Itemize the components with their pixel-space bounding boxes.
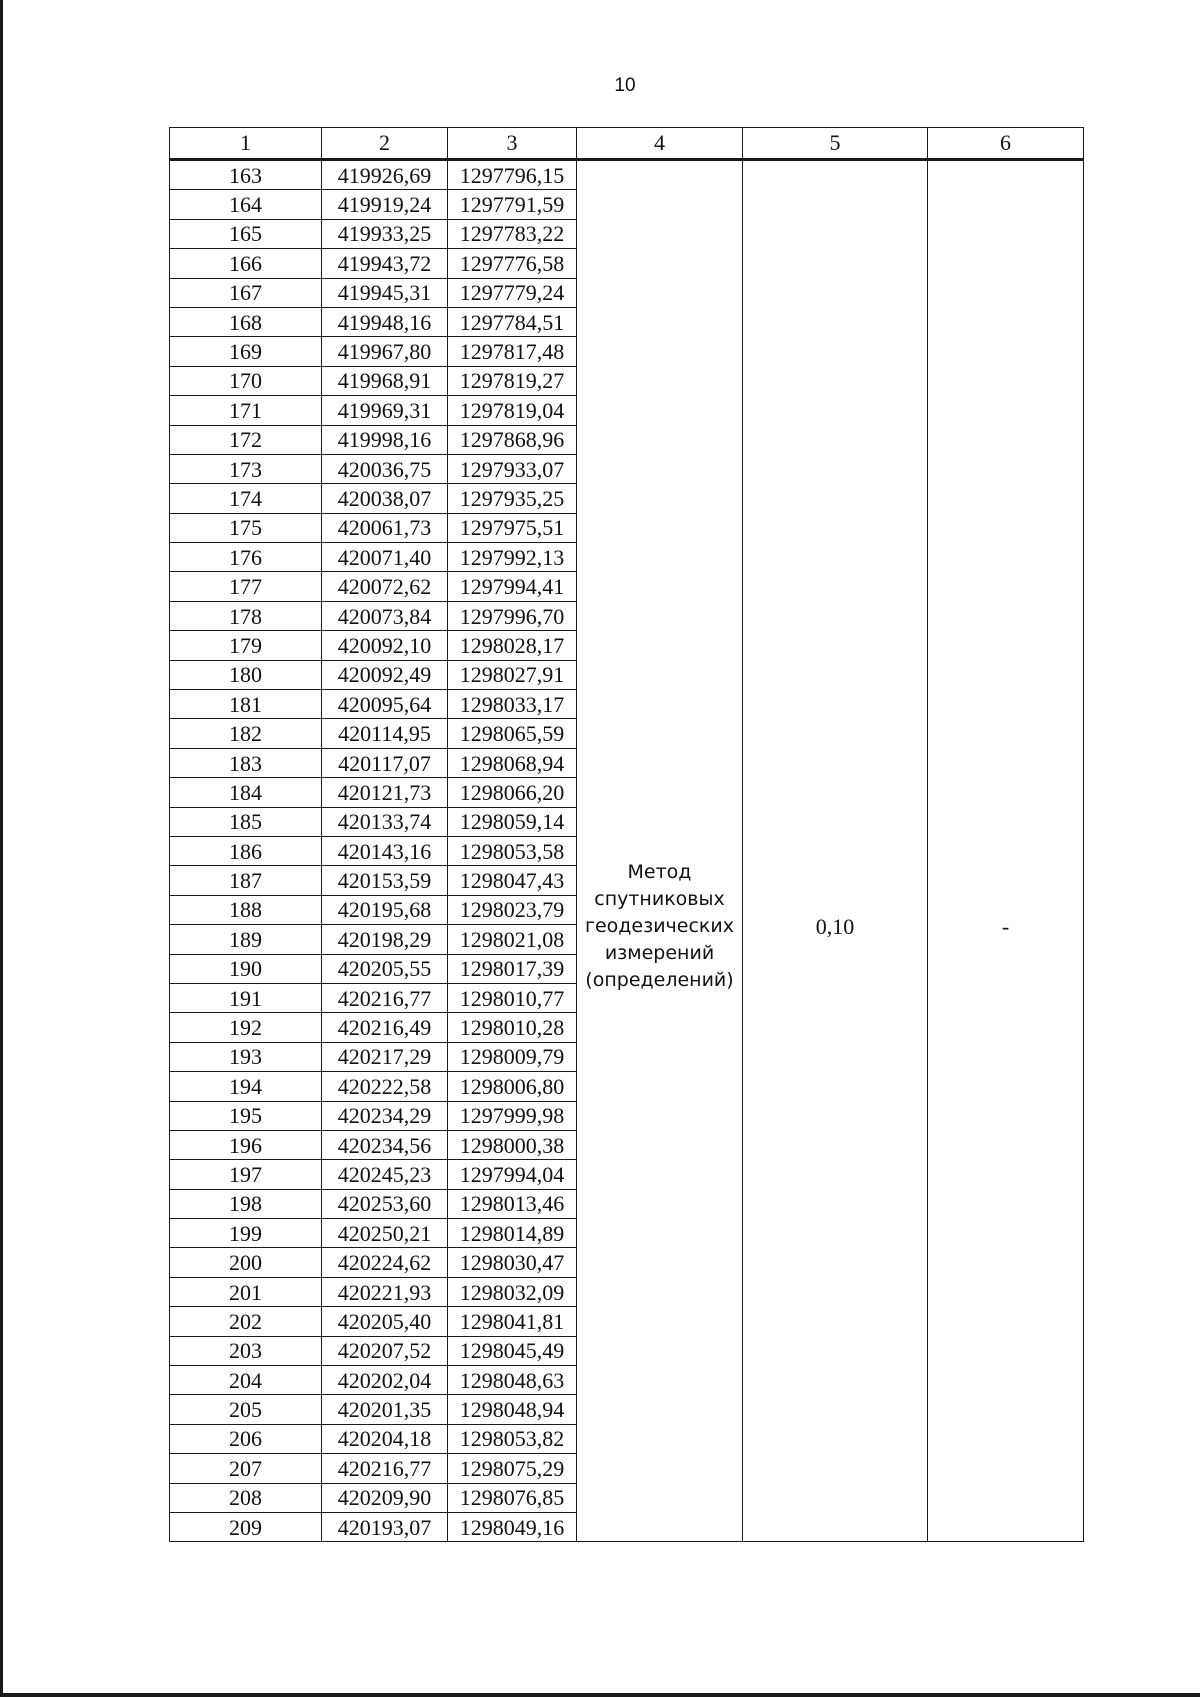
column-header-y-coordinate: 3	[448, 128, 577, 160]
x-coordinate-cell: 420222,58	[322, 1072, 448, 1101]
x-coordinate-cell: 420221,93	[322, 1277, 448, 1306]
point-number-cell: 202	[170, 1307, 322, 1336]
x-coordinate-cell: 420216,49	[322, 1013, 448, 1042]
x-coordinate-cell: 420198,29	[322, 925, 448, 954]
y-coordinate-cell: 1298045,49	[448, 1336, 577, 1365]
point-number-cell: 203	[170, 1336, 322, 1365]
y-coordinate-cell: 1298049,16	[448, 1512, 577, 1541]
x-coordinate-cell: 420250,21	[322, 1219, 448, 1248]
y-coordinate-cell: 1298053,58	[448, 836, 577, 865]
point-number-cell: 180	[170, 660, 322, 689]
header-row	[170, 128, 1084, 160]
point-number-cell: 172	[170, 425, 322, 454]
point-number-cell: 185	[170, 807, 322, 836]
x-coordinate-cell: 420193,07	[322, 1512, 448, 1541]
method-text: Метод спутниковых геодезических измерений (определений)	[584, 860, 734, 991]
point-number-cell: 205	[170, 1395, 322, 1424]
x-coordinate-cell: 420092,10	[322, 631, 448, 660]
scan-edge-left	[0, 0, 3, 1697]
x-coordinate-cell: 420204,18	[322, 1424, 448, 1453]
point-number-cell: 170	[170, 366, 322, 395]
note-cell	[928, 160, 1084, 1542]
table-row	[170, 160, 1084, 190]
point-number-cell: 174	[170, 484, 322, 513]
point-number-cell: 173	[170, 454, 322, 483]
point-number-cell: 164	[170, 190, 322, 219]
x-coordinate-cell: 419967,80	[322, 337, 448, 366]
x-coordinate-cell: 420072,62	[322, 572, 448, 601]
y-coordinate-cell: 1298075,29	[448, 1454, 577, 1483]
point-number-cell: 168	[170, 307, 322, 336]
y-coordinate-cell: 1298030,47	[448, 1248, 577, 1277]
x-coordinate-cell: 420117,07	[322, 748, 448, 777]
point-number-cell: 176	[170, 543, 322, 572]
y-coordinate-cell: 1297779,24	[448, 278, 577, 307]
x-coordinate-cell: 420202,04	[322, 1366, 448, 1395]
x-coordinate-cell: 420038,07	[322, 484, 448, 513]
x-coordinate-cell: 420224,62	[322, 1248, 448, 1277]
point-number-cell: 181	[170, 690, 322, 719]
y-coordinate-cell: 1297868,96	[448, 425, 577, 454]
point-number-cell: 179	[170, 631, 322, 660]
point-number-cell: 193	[170, 1042, 322, 1071]
point-number-cell: 208	[170, 1483, 322, 1512]
column-header-method: 4	[577, 128, 743, 160]
y-coordinate-cell: 1298017,39	[448, 954, 577, 983]
point-number-cell: 178	[170, 601, 322, 630]
point-number-cell: 198	[170, 1189, 322, 1218]
point-number-cell: 204	[170, 1366, 322, 1395]
y-coordinate-cell: 1298053,82	[448, 1424, 577, 1453]
x-coordinate-cell: 419919,24	[322, 190, 448, 219]
column-header-note: 6	[928, 128, 1084, 160]
point-number-cell: 188	[170, 895, 322, 924]
x-coordinate-cell: 420216,77	[322, 1454, 448, 1483]
accuracy-value: 0,10	[815, 913, 855, 939]
y-coordinate-cell: 1298021,08	[448, 925, 577, 954]
point-number-cell: 209	[170, 1512, 322, 1541]
y-coordinate-cell: 1298065,59	[448, 719, 577, 748]
x-coordinate-cell: 419998,16	[322, 425, 448, 454]
y-coordinate-cell: 1297996,70	[448, 601, 577, 630]
point-number-cell: 175	[170, 513, 322, 542]
x-coordinate-cell: 420073,84	[322, 601, 448, 630]
y-coordinate-cell: 1297975,51	[448, 513, 577, 542]
point-number-cell: 190	[170, 954, 322, 983]
x-coordinate-cell: 420209,90	[322, 1483, 448, 1512]
x-coordinate-cell: 419948,16	[322, 307, 448, 336]
column-header-accuracy: 5	[743, 128, 928, 160]
point-number-cell: 186	[170, 836, 322, 865]
x-coordinate-cell: 420036,75	[322, 454, 448, 483]
page-number: 10	[614, 75, 636, 96]
y-coordinate-cell: 1297783,22	[448, 219, 577, 248]
x-coordinate-cell: 420071,40	[322, 543, 448, 572]
point-number-cell: 183	[170, 748, 322, 777]
x-coordinate-cell: 420253,60	[322, 1189, 448, 1218]
x-coordinate-cell: 420153,59	[322, 866, 448, 895]
y-coordinate-cell: 1297994,41	[448, 572, 577, 601]
x-coordinate-cell: 419969,31	[322, 396, 448, 425]
y-coordinate-cell: 1297791,59	[448, 190, 577, 219]
point-number-cell: 199	[170, 1219, 322, 1248]
y-coordinate-cell: 1298010,77	[448, 983, 577, 1012]
point-number-cell: 191	[170, 983, 322, 1012]
point-number-cell: 165	[170, 219, 322, 248]
point-number-cell: 166	[170, 249, 322, 278]
y-coordinate-cell: 1298013,46	[448, 1189, 577, 1218]
y-coordinate-cell: 1298047,43	[448, 866, 577, 895]
x-coordinate-cell: 420195,68	[322, 895, 448, 924]
x-coordinate-cell: 420133,74	[322, 807, 448, 836]
point-number-cell: 184	[170, 778, 322, 807]
point-number-cell: 196	[170, 1130, 322, 1159]
y-coordinate-cell: 1297992,13	[448, 543, 577, 572]
column-header-point-number: 1	[170, 128, 322, 160]
point-number-cell: 187	[170, 866, 322, 895]
y-coordinate-cell: 1298010,28	[448, 1013, 577, 1042]
y-coordinate-cell: 1298023,79	[448, 895, 577, 924]
table-body	[170, 160, 1084, 1542]
coordinates-table	[169, 127, 1084, 1542]
y-coordinate-cell: 1298006,80	[448, 1072, 577, 1101]
method-cell	[577, 160, 743, 1542]
x-coordinate-cell: 420205,40	[322, 1307, 448, 1336]
y-coordinate-cell: 1298000,38	[448, 1130, 577, 1159]
y-coordinate-cell: 1297819,04	[448, 396, 577, 425]
y-coordinate-cell: 1298014,89	[448, 1219, 577, 1248]
point-number-cell: 163	[170, 160, 322, 190]
y-coordinate-cell: 1298066,20	[448, 778, 577, 807]
accuracy-cell	[743, 160, 928, 1542]
y-coordinate-cell: 1297817,48	[448, 337, 577, 366]
point-number-cell: 207	[170, 1454, 322, 1483]
x-coordinate-cell: 420217,29	[322, 1042, 448, 1071]
x-coordinate-cell: 420234,56	[322, 1130, 448, 1159]
x-coordinate-cell: 420245,23	[322, 1160, 448, 1189]
y-coordinate-cell: 1297933,07	[448, 454, 577, 483]
y-coordinate-cell: 1297999,98	[448, 1101, 577, 1130]
y-coordinate-cell: 1298041,81	[448, 1307, 577, 1336]
point-number-cell: 189	[170, 925, 322, 954]
point-number-cell: 192	[170, 1013, 322, 1042]
y-coordinate-cell: 1298032,09	[448, 1277, 577, 1306]
point-number-cell: 197	[170, 1160, 322, 1189]
y-coordinate-cell: 1298059,14	[448, 807, 577, 836]
y-coordinate-cell: 1297796,15	[448, 160, 577, 190]
y-coordinate-cell: 1298027,91	[448, 660, 577, 689]
y-coordinate-cell: 1297994,04	[448, 1160, 577, 1189]
y-coordinate-cell: 1297784,51	[448, 307, 577, 336]
y-coordinate-cell: 1298076,85	[448, 1483, 577, 1512]
x-coordinate-cell: 419933,25	[322, 219, 448, 248]
x-coordinate-cell: 420121,73	[322, 778, 448, 807]
point-number-cell: 169	[170, 337, 322, 366]
x-coordinate-cell: 420114,95	[322, 719, 448, 748]
column-header-x-coordinate: 2	[322, 128, 448, 160]
x-coordinate-cell: 419943,72	[322, 249, 448, 278]
point-number-cell: 177	[170, 572, 322, 601]
x-coordinate-cell: 420061,73	[322, 513, 448, 542]
x-coordinate-cell: 420234,29	[322, 1101, 448, 1130]
x-coordinate-cell: 420095,64	[322, 690, 448, 719]
point-number-cell: 200	[170, 1248, 322, 1277]
y-coordinate-cell: 1298068,94	[448, 748, 577, 777]
x-coordinate-cell: 419926,69	[322, 160, 448, 190]
y-coordinate-cell: 1297776,58	[448, 249, 577, 278]
x-coordinate-cell: 420207,52	[322, 1336, 448, 1365]
y-coordinate-cell: 1298033,17	[448, 690, 577, 719]
y-coordinate-cell: 1297819,27	[448, 366, 577, 395]
point-number-cell: 171	[170, 396, 322, 425]
point-number-cell: 194	[170, 1072, 322, 1101]
y-coordinate-cell: 1297935,25	[448, 484, 577, 513]
x-coordinate-cell: 420143,16	[322, 836, 448, 865]
x-coordinate-cell: 420216,77	[322, 983, 448, 1012]
scan-edge-bottom	[0, 1693, 1200, 1697]
point-number-cell: 201	[170, 1277, 322, 1306]
y-coordinate-cell: 1298048,94	[448, 1395, 577, 1424]
point-number-cell: 182	[170, 719, 322, 748]
x-coordinate-cell: 419945,31	[322, 278, 448, 307]
x-coordinate-cell: 420201,35	[322, 1395, 448, 1424]
y-coordinate-cell: 1298009,79	[448, 1042, 577, 1071]
x-coordinate-cell: 420092,49	[322, 660, 448, 689]
x-coordinate-cell: 420205,55	[322, 954, 448, 983]
point-number-cell: 206	[170, 1424, 322, 1453]
y-coordinate-cell: 1298028,17	[448, 631, 577, 660]
note-value: -	[1001, 913, 1010, 939]
point-number-cell: 167	[170, 278, 322, 307]
point-number-cell: 195	[170, 1101, 322, 1130]
y-coordinate-cell: 1298048,63	[448, 1366, 577, 1395]
x-coordinate-cell: 419968,91	[322, 366, 448, 395]
